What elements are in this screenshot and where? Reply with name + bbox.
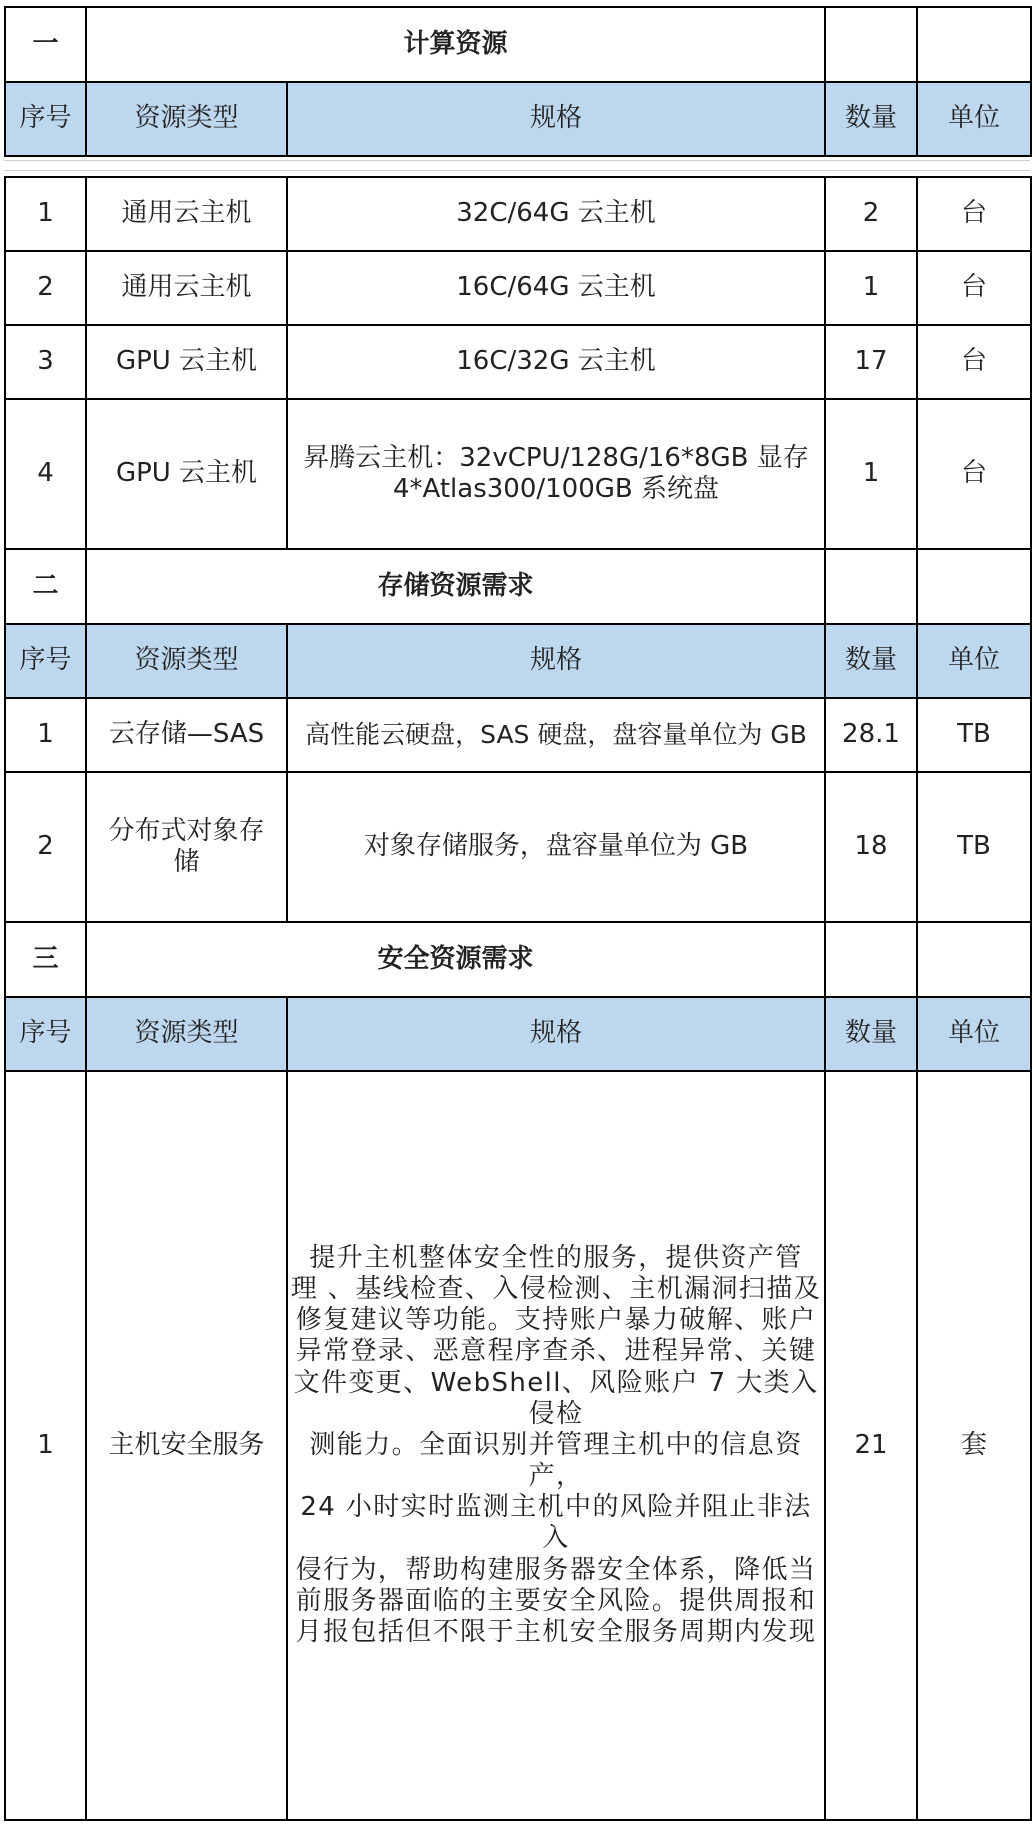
cell-qty: 1 (825, 399, 917, 549)
cell-spec (287, 399, 825, 549)
section-row-compute (5, 7, 1031, 82)
cell-unit: 台 (917, 325, 1031, 399)
empty-cell (825, 549, 917, 624)
cell-type: 主机安全服务 (86, 1071, 287, 1820)
cell-qty: 2 (825, 177, 917, 251)
table-row (5, 251, 1031, 325)
table-row (5, 698, 1031, 772)
cell-seq: 3 (5, 325, 86, 399)
cell-seq: 1 (5, 1071, 86, 1820)
header-seq: 序号 (5, 997, 86, 1071)
cell-spec (287, 1071, 825, 1820)
cell-qty: 18 (825, 772, 917, 922)
cell-seq: 2 (5, 772, 86, 922)
spec-line: 修复建议等功能。支持账户暴力破解、账户 (295, 1305, 817, 1336)
header-unit: 单位 (917, 624, 1031, 698)
spec-line: 侵行为，帮助构建服务器安全体系，降低当 (295, 1554, 817, 1585)
spec-line: 异常登录、恶意程序查杀、进程异常、关键 (295, 1336, 817, 1367)
compute-header-table (4, 6, 1032, 157)
spec-line: 提升主机整体安全性的服务，提供资产管 (309, 1242, 803, 1273)
header-seq: 序号 (5, 624, 86, 698)
cell-seq: 2 (5, 251, 86, 325)
header-qty: 数量 (825, 82, 917, 156)
header-unit: 单位 (917, 82, 1031, 156)
header-spec: 规格 (287, 624, 825, 698)
header-spec: 规格 (287, 997, 825, 1071)
header-type: 资源类型 (86, 82, 287, 156)
cell-type: GPU 云主机 (86, 399, 287, 549)
empty-cell (917, 922, 1031, 997)
type-line: 分布式对象存 (108, 815, 265, 846)
cell-spec: 高性能云硬盘，SAS 硬盘，盘容量单位为 GB (287, 698, 825, 772)
cell-qty: 21 (825, 1071, 917, 1820)
spec-line: 4*Atlas300/100GB 系统盘 (392, 474, 720, 504)
empty-cell (825, 7, 917, 82)
cell-unit: TB (917, 698, 1031, 772)
type-line: 储 (173, 847, 200, 877)
spec-line: 前服务器面临的主要安全风险。提供周报和 (295, 1585, 817, 1616)
cell-type (86, 772, 287, 922)
section-row-storage (5, 549, 1031, 624)
spec-line: 测能力。全面识别并管理主机中的信息资产， (309, 1429, 803, 1492)
section-number: 三 (5, 922, 86, 997)
cell-spec: 16C/64G 云主机 (287, 251, 825, 325)
cell-type: GPU 云主机 (86, 325, 287, 399)
section-number: 一 (5, 7, 86, 82)
cell-spec: 16C/32G 云主机 (287, 325, 825, 399)
section-title: 安全资源需求 (86, 922, 825, 997)
header-type: 资源类型 (86, 997, 287, 1071)
cell-unit: 套 (917, 1071, 1031, 1820)
spec-line: 文件变更、WebShell、风险账户 7 大类入侵检 (293, 1367, 819, 1429)
section-title: 存储资源需求 (86, 549, 825, 624)
cell-unit: TB (917, 772, 1031, 922)
column-header-row (5, 997, 1031, 1071)
spec-line: 月报包括但不限于主机安全服务周期内发现 (295, 1617, 817, 1648)
table-row (5, 1071, 1031, 1820)
section-row-security (5, 922, 1031, 997)
empty-cell (917, 549, 1031, 624)
table-row (5, 325, 1031, 399)
empty-cell (917, 7, 1031, 82)
header-unit: 单位 (917, 997, 1031, 1071)
cell-qty: 17 (825, 325, 917, 399)
table-row (5, 772, 1031, 922)
cell-qty: 1 (825, 251, 917, 325)
header-spec: 规格 (287, 82, 825, 156)
cell-unit: 台 (917, 251, 1031, 325)
cell-qty: 28.1 (825, 698, 917, 772)
section-number: 二 (5, 549, 86, 624)
header-qty: 数量 (825, 997, 917, 1071)
header-seq: 序号 (5, 82, 86, 156)
cell-spec: 对象存储服务，盘容量单位为 GB (287, 772, 825, 922)
cell-type: 云存储—SAS (86, 698, 287, 772)
header-qty: 数量 (825, 624, 917, 698)
cell-seq: 1 (5, 177, 86, 251)
resource-table (4, 176, 1032, 1821)
empty-cell (825, 922, 917, 997)
header-type: 资源类型 (86, 624, 287, 698)
table-break-line (4, 160, 1030, 161)
cell-type: 通用云主机 (86, 177, 287, 251)
cell-seq: 1 (5, 698, 86, 772)
table-row (5, 177, 1031, 251)
cell-unit: 台 (917, 399, 1031, 549)
cell-unit: 台 (917, 177, 1031, 251)
column-header-row (5, 624, 1031, 698)
cell-seq: 4 (5, 399, 86, 549)
cell-spec: 32C/64G 云主机 (287, 177, 825, 251)
table-break-line (4, 170, 1030, 171)
spec-line: 理 、基线检查、入侵检测、主机漏洞扫描及 (290, 1273, 822, 1304)
section-title: 计算资源 (86, 7, 825, 82)
cell-type: 通用云主机 (86, 251, 287, 325)
column-header-row (5, 82, 1031, 156)
spec-line: 24 小时实时监测主机中的风险并阻止非法入 (300, 1492, 812, 1554)
table-row (5, 399, 1031, 549)
spec-line: 昇腾云主机：32vCPU/128G/16*8GB 显存 (303, 442, 809, 473)
